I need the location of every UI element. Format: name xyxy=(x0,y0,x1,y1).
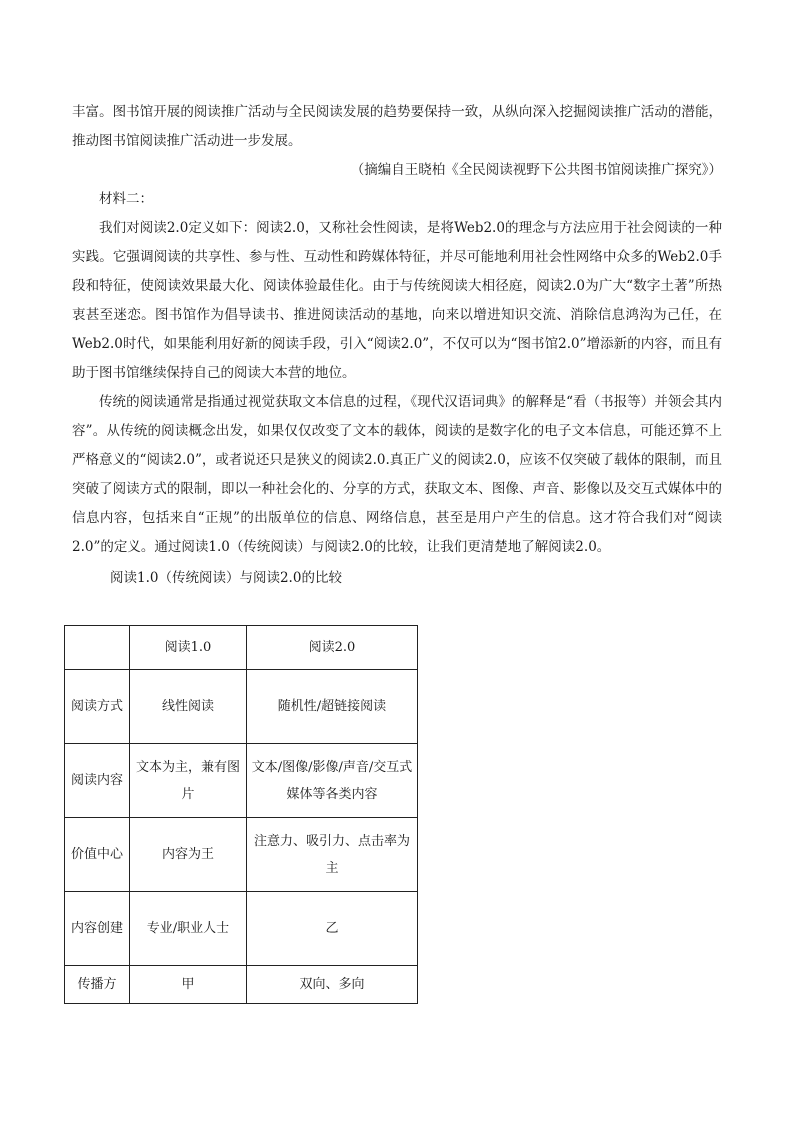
table-caption: 阅读1.0（传统阅读）与阅读2.0的比较 xyxy=(110,570,342,586)
table-row xyxy=(65,670,418,744)
row-label: 价值中心 xyxy=(65,818,130,892)
comparison-table xyxy=(64,625,418,1004)
cell-reading-1: 线性阅读 xyxy=(130,670,247,744)
header-cell-empty xyxy=(65,626,130,670)
cell-reading-2: 乙 xyxy=(247,892,418,966)
row-label: 阅读方式 xyxy=(65,670,130,744)
table-header-row xyxy=(65,626,418,670)
cell-reading-2: 随机性/超链接阅读 xyxy=(247,670,418,744)
paragraph-continuation: 丰富。图书馆开展的阅读推广活动与全民阅读发展的趋势要保持一致，从纵向深入挖掘阅读推广活动的潜能，推动图书馆阅读推广活动进一步发展。 xyxy=(72,104,722,149)
source-citation: （摘编自王晓柏《全民阅读视野下公共图书馆阅读推广探究》） xyxy=(350,162,722,178)
cell-reading-1: 专业/职业人士 xyxy=(130,892,247,966)
table-row xyxy=(65,744,418,818)
header-cell-reading-1: 阅读1.0 xyxy=(130,626,247,670)
header-cell-reading-2: 阅读2.0 xyxy=(247,626,418,670)
paragraph-definition: 我们对阅读2.0定义如下：阅读2.0，又称社会性阅读，是将Web2.0的理念与方法应用于社会阅读的一种实践。它强调阅读的共享性、参与性、互动性和跨媒体特征，并尽可能地利用社会性网络中众多的Web2.0手段和特征，使阅读效果最大化、阅读体验最佳化。由于与传统阅读大相径庭，阅读2.0为广大“数字土著”所热衷甚至迷恋。图书馆作为倡导读书、推进阅读活动的基地，向来以增进知识交流、消除信息鸿沟为己任，在Web2.0时代，如果能利用好新的阅读手段，引入“阅读2.0”，不仅可以为“图书馆2.0”增添新的内容，而且有助于图书馆继续保持自己的阅读大本营的地位。 xyxy=(72,220,722,381)
table-row xyxy=(65,966,418,1004)
material-two-heading: 材料二： xyxy=(99,191,153,207)
table-row xyxy=(65,818,418,892)
cell-reading-1: 内容为王 xyxy=(130,818,247,892)
cell-reading-2: 注意力、吸引力、点击率为主 xyxy=(247,818,418,892)
row-label: 阅读内容 xyxy=(65,744,130,818)
row-label: 内容创建 xyxy=(65,892,130,966)
cell-reading-1: 文本为主，兼有图片 xyxy=(130,744,247,818)
cell-reading-2: 文本/图像/影像/声音/交互式媒体等各类内容 xyxy=(247,744,418,818)
table-row xyxy=(65,892,418,966)
document-body xyxy=(72,98,722,590)
cell-reading-1: 甲 xyxy=(130,966,247,1004)
paragraph-traditional-reading: 传统的阅读通常是指通过视觉获取文本信息的过程，《现代汉语词典》的解释是“看（书报等）并领会其内容”。从传统的阅读概念出发，如果仅仅改变了文本的载体，阅读的是数字化的电子文本信息，可能还算不上严格意义的“阅读2.0”，或者说还只是狭义的阅读2.0.真正广义的阅读2.0，应该不仅突破了载体的限制，而且突破了阅读方式的限制，即以一种社会化的、分享的方式，获取文本、图像、声音、影像以及交互式媒体中的信息内容，包括来自“正规”的出版单位的信息、网络信息，甚至是用户产生的信息。这才符合我们对“阅读2.0”的定义。通过阅读1.0（传统阅读）与阅读2.0的比较，让我们更清楚地了解阅读2.0。 xyxy=(72,394,722,555)
cell-reading-2: 双向、多向 xyxy=(247,966,418,1004)
row-label: 传播方 xyxy=(65,966,130,1004)
